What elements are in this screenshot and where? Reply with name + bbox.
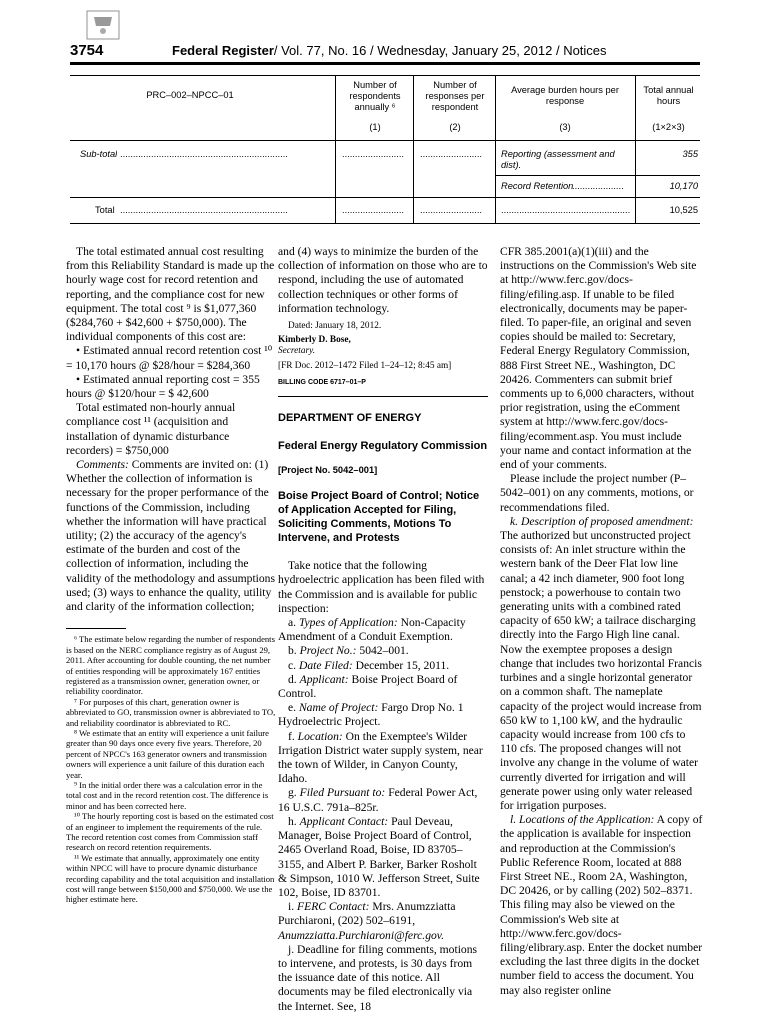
- comments-text: Comments are invited on: (1) Whether the collection of information is necessary for the proper performance of the functions of the Commission, including whether the information will have practical utility; (2) the accuracy of the agency's estimate of the burden and cost of the collection of information, including the validity of the methodology and assumptions used; (3) ways to enhance the quality, utility and clarity of the information collection;: [66, 458, 275, 614]
- table-title: PRC–002–NPCC–01: [146, 90, 234, 100]
- table-top-rule: [70, 75, 700, 76]
- signer-name: Kimberly D. Bose,: [278, 335, 351, 346]
- text-column-1: [66, 245, 276, 905]
- footnotes: [66, 634, 276, 905]
- col-number-4: (1×2×3): [652, 122, 685, 132]
- publication-name: Federal Register: [172, 43, 274, 58]
- comments-paragraph: [66, 458, 276, 614]
- footnote-rule: [66, 628, 126, 629]
- col-header-total-hours: Total annual hours: [643, 85, 694, 106]
- table-row-label: Total: [95, 205, 115, 215]
- table-row-total: 10,525: [669, 205, 698, 215]
- footnote: ⁸ We estimate that an entity will experience a unit failure greater than 90 days once every five years. Therefore, 20 percent of NPCC's 163 generator owners and transmission owners will experience a unit failure of this duration each year.: [66, 727, 269, 780]
- dot-leader: ..................................................: [501, 205, 631, 215]
- paragraph: and (4) ways to minimize the burden of the collection of information on those who are to respond, including the use of automated collection techniques or other forms of information technology.: [278, 245, 488, 315]
- header-rule: [70, 62, 700, 65]
- email-line: Anumzziatta.Purchiaroni@ferc.gov.: [278, 928, 444, 942]
- department-heading: DEPARTMENT OF ENERGY: [278, 412, 422, 425]
- bullet-item: • Estimated annual reporting cost = 355 hours @ $120/hour = $ 42,600: [66, 372, 260, 401]
- project-number: [Project No. 5042–001]: [278, 465, 378, 476]
- list-item: d. Applicant: Boise Project Board of Control.: [278, 672, 458, 701]
- dated-line: Dated: January 18, 2012.: [288, 321, 382, 332]
- text-column-3: [500, 245, 704, 998]
- row-rule: [70, 197, 700, 198]
- list-item: f. Location: On the Exemptee's Wilder Irrigation District water supply system, near the town of Wilder, in Canyon County, Idaho.: [278, 729, 483, 786]
- table-row-item: Reporting (assessment and dist).: [501, 149, 615, 170]
- paragraph-k: k. Description of proposed amendment: The authorized but unconstructed project consists of: An inlet structure within the western bank of the Deer Flat low line canal; a 42 inch diameter, 900 foot long penstock; a powerhouse to contain two generating units with a combined rated capacity of 650 kW; a tailrace discharging directly into the Fargo High line canal. Now the exemptee proposes a design change that includes two horizontal Francis turbines and a single horizontal generator on a common shaft. The nameplate capacity of the project would increase from 650 kW to 1,100 kW, and the hydraulic capacity would increase from 100 cfs to 110 cfs. The proposed changes will not involve any change in the volume of water currently diverted for irrigation and will generate power using only water released for irrigation purposes.: [500, 514, 702, 812]
- dot-leader: ........................: [342, 205, 404, 215]
- footnote: ⁹ In the initial order there was a calculation error in the total cost and in the record retention cost. The difference is minor and has been corrected here.: [66, 779, 269, 811]
- list-item: e. Name of Project: Fargo Drop No. 1 Hydroelectric Project.: [278, 701, 464, 729]
- col-number-3: (3): [559, 122, 571, 132]
- list-item: i. FERC Contact: Mrs. Anumzziatta Purchiaroni, (202) 502–6191,: [278, 900, 456, 928]
- col-divider: [495, 75, 496, 223]
- paragraph: The total estimated annual cost resulting from this Reliability Standard is made up the hourly wage cost for record retention and reporting, and the compliance cost for new equipment. The total cost ⁹ is $1,077,360 ($284,760 + $42,600 + $750,000). The individual components of this cost are:: [66, 245, 275, 344]
- comments-label: Comments:: [76, 458, 129, 472]
- list-item: g. Filed Pursuant to: Federal Power Act, 16 U.S.C. 791a–825r.: [278, 786, 478, 814]
- text-column-2: [278, 245, 488, 1014]
- paragraph: CFR 385.2001(a)(1)(iii) and the instructions on the Commission's Web site at http://www.ferc.gov/docs-filing/efiling.asp. If unable to be filed electronically, documents may be paper-filed. To paper-file, an original and seven copies should be mailed to: Secretary, Federal Energy Regulatory Commission, 888 First Street NE., Washington, DC 20426. Commenters can submit brief comments up to 6,000 characters, without prior registration, using the eComment system at http://www.ferc.gov/docs-filing/ecomment.asp. You must include your name and contact information at the end of your comments.: [500, 245, 697, 472]
- billing-code: BILLING CODE 6717–01–P: [278, 378, 366, 386]
- footnote: ¹⁰ The hourly reporting cost is based on the estimated cost of an engineer to implement the requirements of the rule. The record retention cost comes from Commission staff research on record retention requirements.: [66, 811, 274, 853]
- row-rule: [495, 175, 700, 176]
- footnote: ⁷ For purposes of this chart, generation owner is abbreviated to GO, transmission owner is abbreviated to TO, and reliability coordinator is abbreviated to RC.: [66, 696, 276, 728]
- list-item: c. Date Filed: December 15, 2011.: [288, 658, 450, 672]
- col-header-respondents: Number of respondents annually ⁶: [349, 80, 401, 112]
- dot-leader: ....................: [572, 181, 624, 191]
- gpo-authentication-seal: [86, 10, 120, 40]
- paragraph: Total estimated non-hourly annual compliance cost ¹¹ (acquisition and installation of dynamic disturbance recorders) = $750,000: [66, 401, 236, 457]
- fr-doc-line: [FR Doc. 2012–1472 Filed 1–24–12; 8:45 am]: [278, 360, 452, 371]
- footnote: ¹¹ We estimate that annually, approximately one entity within NPCC will have to procure dynamic disturbance recording capability and the total acquisition and installation cost will range between $150,000 and $750,000. We use the higher estimate here.: [66, 852, 275, 905]
- dot-leader: .................................................................: [120, 149, 288, 159]
- paragraph-l: l. Locations of the Application: A copy of the application is available for inspection and reproduction at the Commission's Public Reference Room, located at 888 First Street NE., Room 2A, Washington, DC 20426, or by calling (202) 502–8371. This filing may also be viewed on the Commission's Web site at http://www.ferc.gov/docs-filing/elibrary.asp. Enter the docket number excluding the last three digits in the docket number field to access the document. You may also register online: [500, 813, 703, 997]
- footnote: ⁶ The estimate below regarding the number of respondents is based on the NERC compliance registry as of August 29, 2011. After accounting for double counting, the net number of entities responding will be approximately 167 entities registered as a transmission owner, generation owner, or reliability coordinator.: [66, 634, 275, 697]
- list-item: h. Applicant Contact: Paul Deveau, Manager, Boise Project Board of Control, 2465 Overland Road, Boise, ID 83705–3155, and Albert P. Barker, Barker Rosholt & Simpson, 1010 W. Jefferson Street, Suite 102, Boise, ID 83701.: [278, 814, 480, 899]
- table-row-total: 10,170: [669, 181, 698, 191]
- notice-title: Boise Project Board of Control; Notice of Application Accepted for Filing, Soliciting Comments, Motions To Intervene, and Protests: [278, 490, 480, 545]
- signer-title: Secretary.: [278, 346, 316, 357]
- dot-leader: ........................: [420, 149, 482, 159]
- section-rule: [278, 396, 488, 397]
- paragraph: Please include the project number (P–5042–001) on any comments, motions, or recommendations filed.: [500, 472, 694, 514]
- col-divider: [635, 75, 636, 223]
- table-row-total: 355: [682, 149, 698, 159]
- dot-leader: ........................: [342, 149, 404, 159]
- list-item: j. Deadline for filing comments, motions to intervene, and protests, is 30 days from the issuance date of this notice. All documents may be filed electronically via the Internet. See, 18: [278, 942, 478, 1013]
- header-bottom-rule: [70, 140, 700, 141]
- col-divider: [335, 75, 336, 223]
- dot-leader: .................................................................: [120, 205, 288, 215]
- table-row-item: Record Retention: [501, 181, 574, 191]
- col-number-1: (1): [369, 122, 381, 132]
- dot-leader: ........................: [420, 205, 482, 215]
- page-number: 3754: [70, 42, 104, 59]
- bullet-item: • Estimated annual record retention cost ¹⁰ = 10,170 hours @ $28/hour = $284,360: [66, 344, 273, 372]
- list-item: a. Types of Application: Non-Capacity Amendment of a Conduit Exemption.: [278, 616, 466, 644]
- col-header-responses: Number of responses per respondent: [425, 80, 485, 112]
- agency-heading: Federal Energy Regulatory Commission: [278, 440, 488, 453]
- paragraph: Take notice that the following hydroelectric application has been filed with the Commission and is available for public inspection:: [278, 559, 485, 615]
- table-row-label: Sub-total: [80, 149, 118, 159]
- list-item: b. Project No.: 5042–001.: [288, 644, 409, 658]
- col-divider: [413, 75, 414, 223]
- col-number-2: (2): [449, 122, 461, 132]
- table-bottom-rule: [70, 223, 700, 224]
- col-header-avg-burden: Average burden hours per response: [511, 85, 619, 106]
- running-head: [172, 43, 607, 58]
- issue-info: / Vol. 77, No. 16 / Wednesday, January 25, 2012 / Notices: [273, 43, 607, 58]
